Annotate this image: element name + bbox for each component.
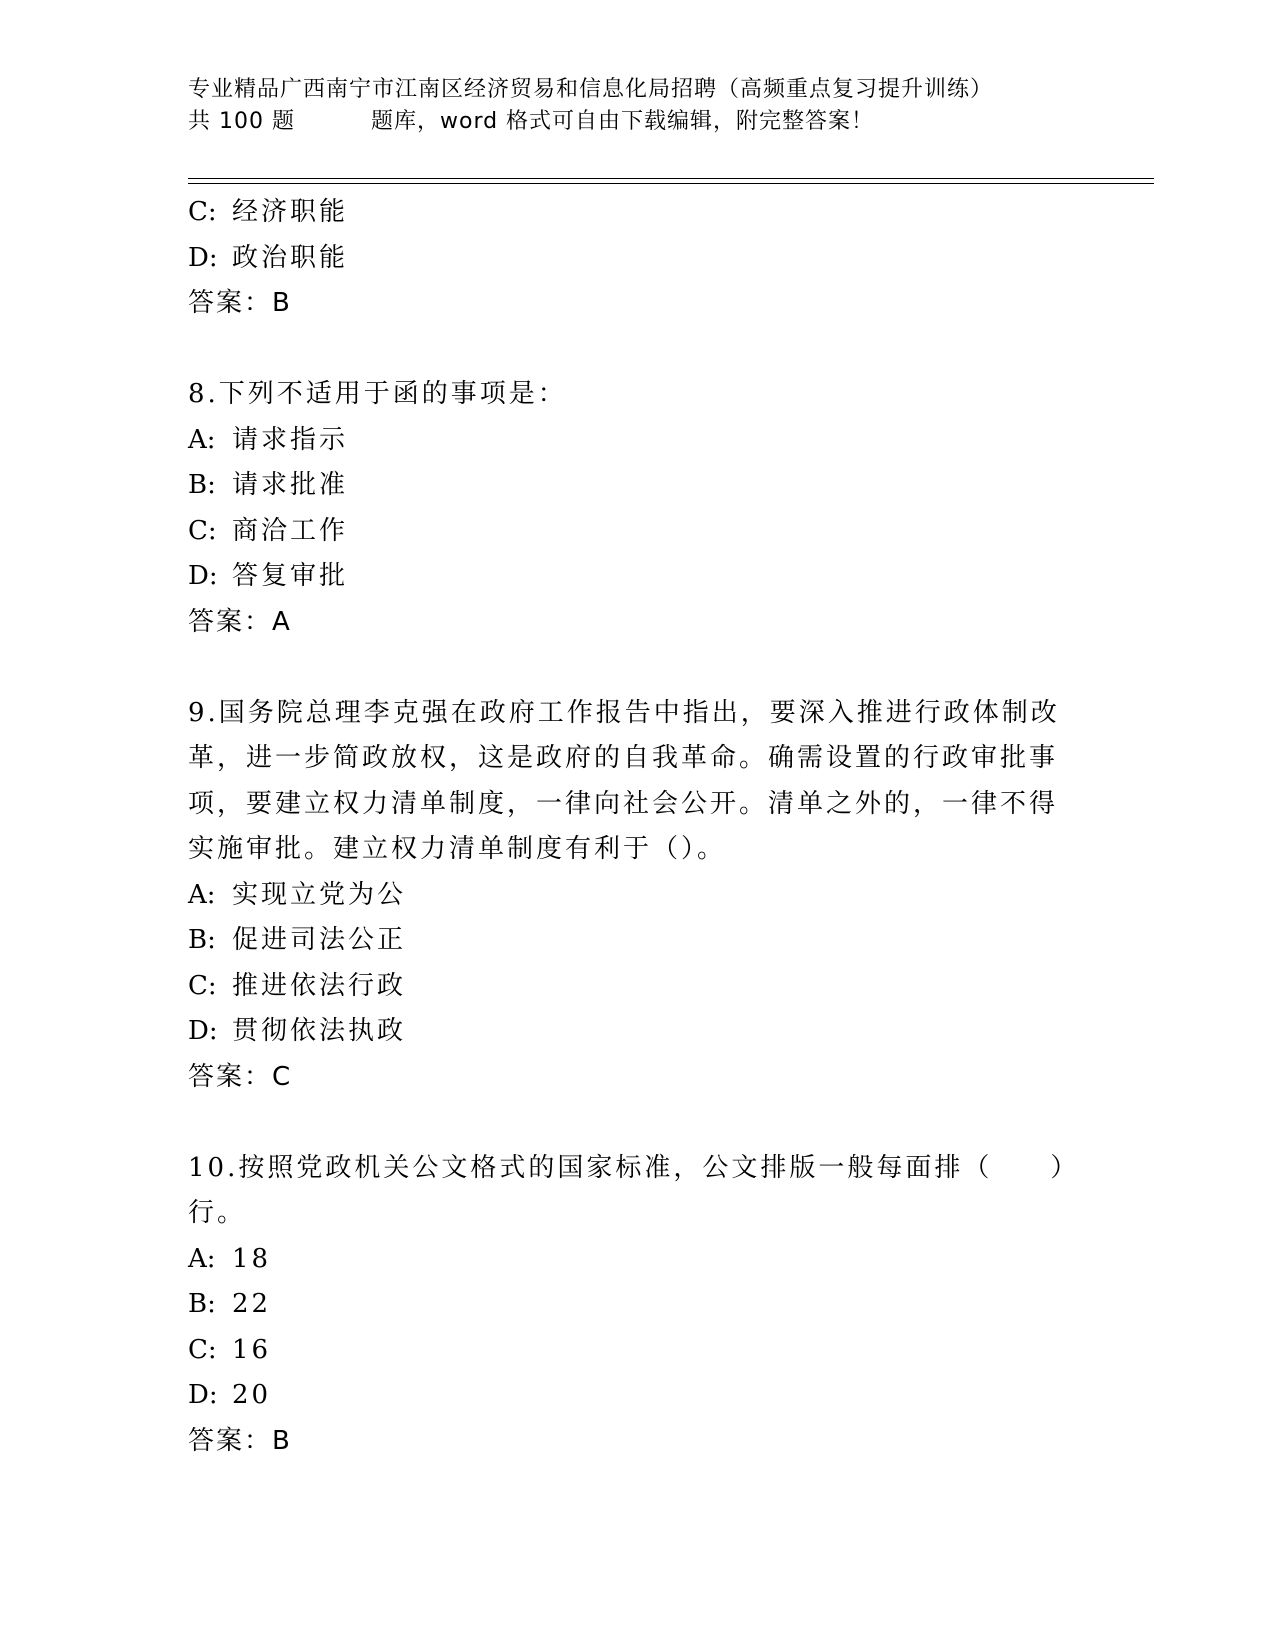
option-d [188,236,1068,282]
stem-line: 行。 [188,1198,247,1228]
option-text: 18 [232,1243,272,1274]
prev-question-block [188,190,1068,327]
option-text: 政治职能 [232,242,349,273]
header-subtitle [188,106,1068,138]
question-stem [188,1146,1080,1237]
option-label: C: [188,515,217,546]
option-text: 答复审批 [232,561,349,591]
option-text: 经济职能 [232,197,349,227]
header-divider-top [188,178,1154,179]
option-c [188,964,1068,1010]
stem-line: 实施审批。建立权力清单制度有利于（）。 [188,834,727,864]
option-label: D: [188,561,218,591]
option-text: 贯彻依法执政 [232,1016,407,1046]
option-a [188,873,1068,919]
option-label: B: [188,470,216,500]
header-divider-bottom [188,183,1154,184]
stem-line: 8.下列不适用于函的事项是： [188,379,567,409]
option-c [188,509,1068,555]
option-d [188,1373,1068,1419]
question-stem [188,372,1068,418]
option-text: 推进依法行政 [232,970,407,1001]
stem-line: 革，进一步简政放权，这是政府的自我革命。确需设置的行政审批事 [188,743,1059,773]
option-c [188,1328,1068,1374]
question-9-block [188,691,1068,1101]
question-10-block [188,1146,1080,1465]
answer-line: 答案：C [188,1061,293,1092]
header-question-count: 共 100 题 [188,109,295,134]
option-label: D: [188,242,218,273]
document-body [188,190,1080,1464]
option-label: C: [188,970,217,1001]
option-text: 16 [232,1334,272,1365]
option-b [188,1282,1068,1328]
answer-line: 答案：B [188,1425,292,1456]
option-text: 商洽工作 [232,515,349,546]
option-label: D: [188,1380,218,1410]
option-label: D: [188,1016,218,1046]
option-text: 实现立党为公 [232,879,407,910]
option-a [188,1237,1068,1283]
option-c [188,190,1068,236]
option-a [188,418,1068,464]
option-text: 22 [232,1289,272,1319]
stem-line: 项，要建立权力清单制度，一律向社会公开。清单之外的，一律不得 [188,788,1059,819]
option-label: A: [188,424,216,455]
header-title: 专业精品广西南宁市江南区经济贸易和信息化局招聘（高频重点复习提升训练） [188,77,994,102]
option-text: 请求指示 [232,424,349,455]
option-label: C: [188,197,217,227]
option-b [188,463,1068,509]
option-label: B: [188,1289,216,1319]
option-text: 促进司法公正 [232,925,407,955]
option-label: A: [188,879,216,910]
option-label: C: [188,1334,217,1365]
question-stem [188,691,1068,873]
answer-line: 答案：A [188,606,292,637]
question-8-block [188,372,1068,645]
option-b [188,918,1068,964]
option-text: 20 [232,1380,272,1410]
option-label: A: [188,1243,216,1274]
header-description: 题库，word 格式可自由下载编辑，附完整答案！ [370,109,875,134]
option-d [188,554,1068,600]
option-text: 请求批准 [232,470,349,500]
stem-line: 9.国务院总理李克强在政府工作报告中指出，要深入推进行政体制改 [188,697,1060,728]
answer-line: 答案：B [188,288,292,318]
option-d [188,1009,1068,1055]
document-header [188,74,1068,138]
option-label: B: [188,925,216,955]
stem-line: 10.按照党政机关公文格式的国家标准，公文排版一般每面排（ ） [188,1152,1080,1183]
